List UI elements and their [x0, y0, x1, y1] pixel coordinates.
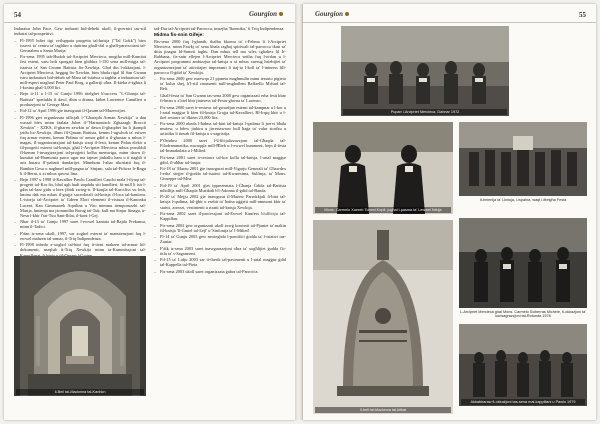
list-item: – Fis-sena 2000 gew mzewqa 21 pjaneta maghmulin minn tessuto pigieto ta' kulur sbej, b'l-stil rinassenti mill-imghallem Raffaello Mifsud tal-Belt. — [154, 76, 286, 92]
bullet-icon: – — [154, 222, 157, 228]
bullet-icon: – — [154, 245, 157, 251]
group-photo-image — [341, 26, 509, 116]
bullet-icon: – — [154, 182, 157, 188]
bullet-icon: – — [14, 242, 17, 248]
section-heading: Midma fis-snin Gifeje: — [154, 32, 204, 38]
list-item: – Fl-20 ta' Mejju 2002 ġie inawgurat il-Mużew Parrokkjali fi-bini tal-knisja l-qadima, bil-ġbir u esebit ta' ħafna oġġetti mill-ammont kbir ta' statwi, arrezzi, vestimenti u rtratti tal-knisja Xewkija. — [154, 194, 286, 210]
bullet-icon: – — [154, 257, 157, 263]
photo-priests — [313, 122, 453, 214]
figure-caption: Akkabbaraw fl-okkażjoni tas-sena mal-kappillani u Pawlu 1979 — [461, 399, 585, 405]
bullet-icon: – — [14, 219, 17, 225]
photo-group-outdoor — [341, 26, 509, 116]
list-item: – Fl-1998 inbeda x-xoghol tal-bini fuq it-tieni mahzen tal-armar bil-dokumenti, maqlub it-Triq Xewkija minn ta-Kummissjoni tal- — [14, 242, 146, 257]
list-item: – Fl-1995 bdiet tigi zviluppata progetta tal-knisja ("Tal Gokk") biex isservi ta' centru ta' taghlim u duttrina ghall-tfal u ghall-parrocciani tal-Gerusalem u Santa Marija. — [14, 37, 146, 53]
list-item: – Ghall-festa ta' San Gwann tas-sena 2000 gew organizzati erba festi kbar fi-bniss u x'ittel kbir jinteress tal-Festu-ghwna ta' Lorenzo. — [154, 92, 286, 104]
bullet-icon: – — [154, 166, 157, 172]
bullet-icon: – — [14, 230, 17, 236]
figure-caption: Il-bell tal-Madonna tal-kitkat — [315, 407, 451, 413]
bullet-icon: – — [154, 194, 157, 200]
page-number: 54 — [14, 11, 21, 19]
list-item: – F'dik is-sena 2003 saret inawgurazzjoni oħra ta' xogħlijiet ġodda f'it-titlu ta' s-Sagrament. — [154, 245, 286, 256]
bullet-icon: – — [154, 268, 157, 274]
bullet-icon: – — [154, 76, 157, 82]
list-item: – Fl-14 ta' Ġunju 2003 gew mwieghda l-pontifiċi ġodda ta' l-istatwi taz-Zuntar. — [154, 234, 286, 245]
list-item: – F'Ottubru 2000 saret l-Uffiċjalizzazzjoni tal-Għaqda tal-Filodrammatika, mwaqqfa mill-Ħlieb u l-ewwel kumment, bejn il-festa tal-Immakulata u l-Milied. — [154, 137, 286, 154]
bullet-icon: – — [14, 114, 17, 120]
list-item: – Bejn 1997 u 1998 il-Kavallier Pawlu Camilleri Cauchi mala l-ilyaqt tal-progetti tal-Kor fix, bhal ugh hudi taqabdu sitt kandlieri, fit-mill li isir l-gdin tal-lazz gidu u biex jibidi zwieg-ir. Il-konjla tal-Kurcifiss vu lesh, kmina dak ma mhux il-grajja sacerdotali tal-knisja fl-loca tal-kantiera. L-istorja tal-Arcipriet ta' Gdeen Eloti elementi il-vistuza il-Kanonku Lucent, Kan Gimmaarek Aquilina u Vito mimmu ttemporuzzhi sal-Marija, hmienja ma jżommilha Boruġ tat-Tuk, kull ma Sinjur Sinagu, ir-Nesn l-kbir f'tat-Tuu Sant-Iblat, il-kont l-Ġej. — [14, 177, 146, 218]
bullet-icon: – — [154, 234, 157, 240]
list-item: – Fis-sena 2002 saret il-proċessjoni tal-Ewwel Kunfess b'uffiċċju tal-Kappillan. — [154, 211, 286, 222]
spread-gutter — [295, 4, 303, 420]
left-page-header — [4, 10, 295, 23]
list-item: – Fis-sena 2001 saret ir-restawr tal-kor kollu tal-knisja, l-artal magġur ġdid, fl-aħħar tal-lanjar. — [154, 154, 286, 165]
list-item: – F'dan is-sena ukoll, 1997, sar xoghol esterni ta' manutenzjoni fuq l-ewwel mahzen tal-armar, il-Triq Indipendenza. — [14, 230, 146, 241]
right-page — [303, 4, 596, 420]
list-item: – Fis-sena 2002 ġew organizzati ukoll żewġ konċerti tal-Pjaniet ta' maltin fil-knisja 'Il-Ġmiel tal-Lejl' u 'Sinfonija ta' l-Milied'. — [154, 222, 286, 233]
paragraph: Induratur John Pace. Gew indurati bid-dehebi ukoll, il-gvernici tas-stil industri tal-prospettivi. — [14, 26, 146, 37]
list-item: – Bejn it-11 u l-15 ta' Gunju 1996 ittelghet b'success "L-Ghanja tal-Battista" spettaklu fi dawl, dhin u drama, kitbet Lawrence Camilleri u produzzjoni ta' George Masi. — [14, 91, 146, 107]
list-item: – Fis-sena 2003 ukoll saret organizzata ġabra tal-Parroċċa. — [154, 268, 259, 274]
figure-caption: Il-Bell tal-Madonna tal-Kanhkn — [16, 389, 144, 395]
bullet-icon: – — [14, 177, 17, 183]
brand-logo: Gourgion — [315, 10, 349, 18]
photo-group-street — [459, 324, 587, 406]
group-hall-photo-image — [459, 218, 587, 308]
figure-caption: L-Arcipriet Mercieca ghal Mons. Carmelo Sciberras Michele, fl-okkażjoni ta' konsagrazzjoni tal-Rotunda 1978 — [459, 310, 587, 319]
bullet-icon: – — [154, 104, 157, 110]
photo-church-interior — [14, 256, 146, 396]
logo-dot-icon — [345, 12, 349, 16]
bullet-icon: – — [154, 211, 157, 217]
photo-bell — [313, 220, 453, 414]
left-column-2 — [154, 26, 286, 412]
figure-caption: Mons. Carmelo Xuereb Tommi Kopfi, jogħal l-pasma ta' l-ewwel ħitkija — [315, 207, 451, 213]
bullet-icon: – — [154, 137, 157, 143]
paragraph: Bis-sena 2000 fuq l-ghanib, thalhu kkomu ta' t-Fehma li l-Arcipriet Mercieca, minn Fawkj ta' sena bhala ragħaj spirtwali tal-parrocca ikun sa' ditta jinagas bl-Sumrit taghu. Dan mhux tell ma wfer, tghaliex lil Ir-Rubbana, fis-snin ellejen l-Arcipriet Mercieca settha fuq l-ordan u l-Arcipriet programmi ambizzjuz tal-knisja u xi mhux xuerug hsiebijiet ta' organizzazzjoni ta' attivitajiet importanti li ttaj-ta l-koll ta' l-interess lill-parrocca fl-ġdid ta' Xewkija. — [154, 39, 286, 75]
left-page — [4, 4, 295, 420]
brand-logo: Gourgion — [249, 10, 283, 18]
list-item: – Fit-18 ta' Marzu 2001 ġie inawgurat mill-Vigarju Ġenerali ta' Għawdex l-erba' stejjer il-ġodda tal-istatwi tal-Kwaresima, Sulfinja, ta' Mons. Giuseppe tal-Misr. — [154, 166, 286, 182]
priests-photo-image — [313, 122, 453, 214]
list-item: – Fis-sena 2000 saret ir-restawr tal-gwardjan esterni tal-kampnar u l-kor u l-artal maġġur li kien fil-knisja Grajja tal-Kavallieri, Bl-Irqiq kbir u l-ikel restawr ta' ilkiem 23,000 lira. — [154, 104, 286, 120]
bullet-icon: – — [154, 154, 157, 160]
paragraph: tad-Dar tal-Arcipriet tal-Parrocca, imsejha 'Ikonnika,' fi Triq Indipendenza. — [154, 26, 285, 31]
figure-caption: It-tmienija ta' l-knisja, l-ispalna, waqt l-ittelgħa Festa — [479, 198, 567, 202]
bullet-icon: – — [14, 91, 17, 97]
photo-procession — [459, 122, 587, 196]
church-interior-image — [14, 256, 146, 396]
right-page-header — [303, 10, 596, 23]
list-item: – Fis-sena 1995 tah-Hudoh tal-Arcipriet Mercieca, mogtha mill-Kumitat fest esteni, saru holt sporgati bien ghiblux l-150 sena mill-migja tal-istatwa ta' San Gwann Battista fix-Xewkija. Ghal din l-okkazjoni, l-Arcipriet Mercieca, heggag lix-Xewkin, biex bhala rigal lil San Gwann isiru induraturi bid-deheb tal-Mara tal-istatwa u taghha u induratura tal-mill-espert maghruf Peter Paul Borg, u galleriji oħra. Il-kieka ż-żgħira li l-kostna ghal-3,000 liri. — [14, 54, 146, 90]
bullet-icon: – — [154, 92, 157, 98]
bullet-icon: – — [154, 121, 157, 127]
list-item: – Fl-1996 giet organizzata ufficjali l-"Gharajda Arman Xewkija" u dan wassal biex minn faalata Jubet il-"Harmonisch Zghazagh Braccii Xewkin" - XZKS, il-gharen xewkin ta' dawn il-ghaqdiet hu li jkompli jzidu lix-Xewkija, illum fil-Qasam Battista, kemm l-ugwhoh ta' estwer fuq armar esterni, kemm Pidima ta' armar gdid u il-ghaxtar u mhux l-inagas, fl-organizzazzjoni tal-knisja waqt il-festi, kemm Pidan elektr u fil-progetti esterni tal-knisja, ghal l-Arcipriet Mercieca mhux possibbli fl-kemm l-invagizzzjoni tal-proġetti kolha memwiga, minn dawn il-kumitat tal-Harmonia parce ugar ma tajmet jinhallu bam u ti naghli ti aris hutatu fl'-pabatti dandarijet. Minnhom l-ahar rikostatti fuq il-Bambin Gesu u naghmel mill-pagna ta' Sinjam, sala tal-Fidwar Ir-Rngu li il-Berni, u xi mhux qawwi lina. — [14, 114, 146, 176]
page-number: 55 — [579, 11, 586, 19]
bullet-icon: – — [14, 108, 17, 114]
figure-caption: Pupan l-Arcipriet Mercieca, Dahnar 1972 — [343, 109, 507, 115]
list-item: – Fis-sena 2000 nbeda l-ħidma tal-bini tal-knisja l-qadima li jservi bħala mużew, u bdew jinkiru u jirrestawraw kull ħaġa ta' valur storiku u artistiku li tinsab fil-knisja u s-sagristija. — [154, 121, 286, 137]
bell-photo-image — [313, 220, 453, 414]
logo-dot-icon — [279, 12, 283, 16]
group-street-photo-image — [459, 324, 587, 406]
list-item: – Fid-12 ta' April 1996 gie inawgurat il-Qasam tal-Muzewijiet. — [14, 108, 126, 114]
list-item: – Fid-19 ta' April 2001 ġiet ippreżentata l-Ġħanja Ġdida tal-Battista mħollija mill-Ġħaqda Mużikali b'l-Adonna il-ġdid tal-Banda. — [154, 182, 286, 193]
bullet-icon: – — [14, 37, 17, 43]
procession-photo-image — [459, 122, 587, 196]
photo-group-hall — [459, 218, 587, 308]
list-item: – Fil-15 ta' Lulju 2003 sar it-tberik tal-pavimenti u l-artal maġġur ġdid tal-Kappella tal-Pieta. — [154, 257, 286, 268]
list-item: – Nhar il-13 ta' Gunju 1997 saret l-ewwel kantata tal-Bajdu Prekunsa, minn il-Tadici. — [14, 219, 146, 230]
bullet-icon: – — [14, 54, 17, 60]
